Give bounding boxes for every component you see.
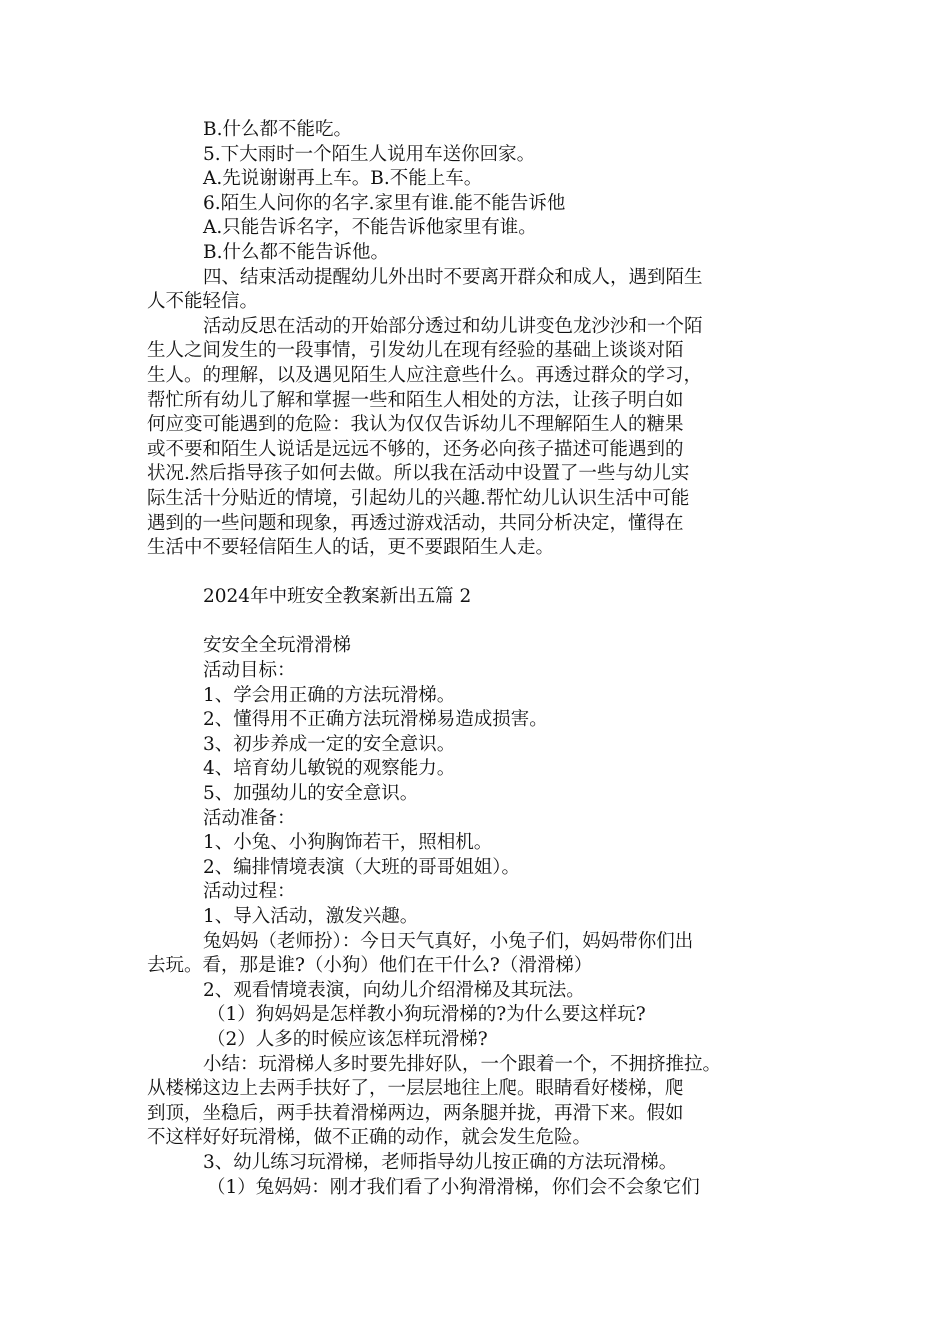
text-line: 小结：玩滑梯人多时要先排好队，一个跟着一个，不拥挤推拉。	[203, 1053, 722, 1075]
text-line: 活动过程：	[203, 881, 296, 903]
text-line: 4、培育幼儿敏锐的观察能力。	[203, 758, 456, 780]
text-line: B.什么都不能吃。	[203, 119, 352, 140]
text-line: 人不能轻信。	[147, 291, 259, 313]
text-line: 3、初步养成一定的安全意识。	[203, 733, 456, 755]
text-line: 活动准备：	[203, 807, 296, 829]
text-line: 何应变可能遇到的危险：我认为仅仅告诉幼儿不理解陌生人的糖果	[147, 414, 684, 436]
text-block-slide-lesson	[147, 634, 827, 1200]
text-line: 生人。的理解，以及遇见陌生人应注意些什么。再透过群众的学习，	[147, 364, 703, 386]
text-line: 遇到的一些问题和现象，再透过游戏活动，共同分析决定，懂得在	[147, 512, 684, 534]
text-line: 活动目标：	[203, 660, 296, 682]
text-line: 生人之间发生的一段事情，引发幼儿在现有经验的基础上谈谈对陌	[147, 340, 684, 362]
spacer	[147, 561, 827, 586]
text-line: （1）兔妈妈：刚才我们看了小狗滑滑梯，你们会不会象它们	[207, 1176, 700, 1198]
text-line: 或不要和陌生人说话是远远不够的，还务必向孩子描述可能遇到的	[147, 438, 684, 460]
text-line: （2）人多的时候应该怎样玩滑梯?	[207, 1028, 488, 1050]
text-line: 3、幼儿练习玩滑梯，老师指导幼儿按正确的方法玩滑梯。	[203, 1151, 678, 1173]
document-page	[147, 118, 827, 1200]
text-line: 1、导入活动，激发兴趣。	[203, 906, 419, 927]
text-line: 2、懂得用不正确方法玩滑梯易造成损害。	[203, 709, 548, 731]
text-line: 生活中不要轻信陌生人的话，更不要跟陌生人走。	[147, 537, 555, 559]
text-line: 从楼梯这边上去两手扶好了，一层层地往上爬。眼睛看好楼梯，爬	[147, 1078, 684, 1100]
spacer	[147, 610, 827, 635]
text-line: 去玩。看，那是谁?（小狗）他们在干什么?（滑滑梯）	[147, 955, 593, 977]
text-line: 5.下大雨时一个陌生人说用车送你回家。	[203, 143, 536, 165]
text-line: 际生活十分贴近的情境，引起幼儿的兴趣.帮忙幼儿认识生活中可能	[147, 487, 690, 509]
text-line: 活动反思在活动的开始部分透过和幼儿讲变色龙沙沙和一个陌	[203, 315, 703, 337]
text-line: B.什么都不能告诉他。	[203, 241, 389, 263]
text-line: 1、学会用正确的方法玩滑梯。	[203, 684, 456, 706]
text-block-stranger-safety	[147, 118, 827, 561]
text-line: A.只能告诉名字，不能告诉他家里有谁。	[203, 217, 537, 239]
text-line: 1、小兔、小狗胸饰若干，照相机。	[203, 832, 493, 854]
text-line: （1）狗妈妈是怎样教小狗玩滑梯的?为什么要这样玩?	[207, 1004, 646, 1026]
section-title: 2024年中班安全教案新出五篇 2	[203, 586, 472, 608]
text-line: 不这样好好玩滑梯，做不正确的动作，就会发生危险。	[147, 1127, 592, 1149]
text-line: 6.陌生人问你的名字.家里有谁.能不能告诉他	[203, 192, 566, 214]
text-line: A.先说谢谢再上车。B.不能上车。	[203, 168, 483, 190]
text-line: 帮忙所有幼儿了解和掌握一些和陌生人相处的方法，让孩子明白如	[147, 389, 684, 411]
text-line: 2、编排情境表演（大班的哥哥姐姐）。	[203, 856, 521, 878]
text-line: 四、结束活动提醒幼儿外出时不要离开群众和成人，遇到陌生	[203, 266, 703, 288]
text-line: 状况.然后指导孩子如何去做。所以我在活动中设置了一些与幼儿实	[147, 463, 690, 485]
text-line: 安安全全玩滑滑梯	[203, 635, 352, 657]
text-line: 2、观看情境表演，向幼儿介绍滑梯及其玩法。	[203, 979, 585, 1001]
text-line: 兔妈妈（老师扮）：今日天气真好，小兔子们，妈妈带你们出	[203, 930, 694, 952]
text-line: 到顶，坐稳后，两手扶着滑梯两边，两条腿并拢，再滑下来。假如	[147, 1102, 684, 1124]
text-line: 5、加强幼儿的安全意识。	[203, 783, 419, 805]
